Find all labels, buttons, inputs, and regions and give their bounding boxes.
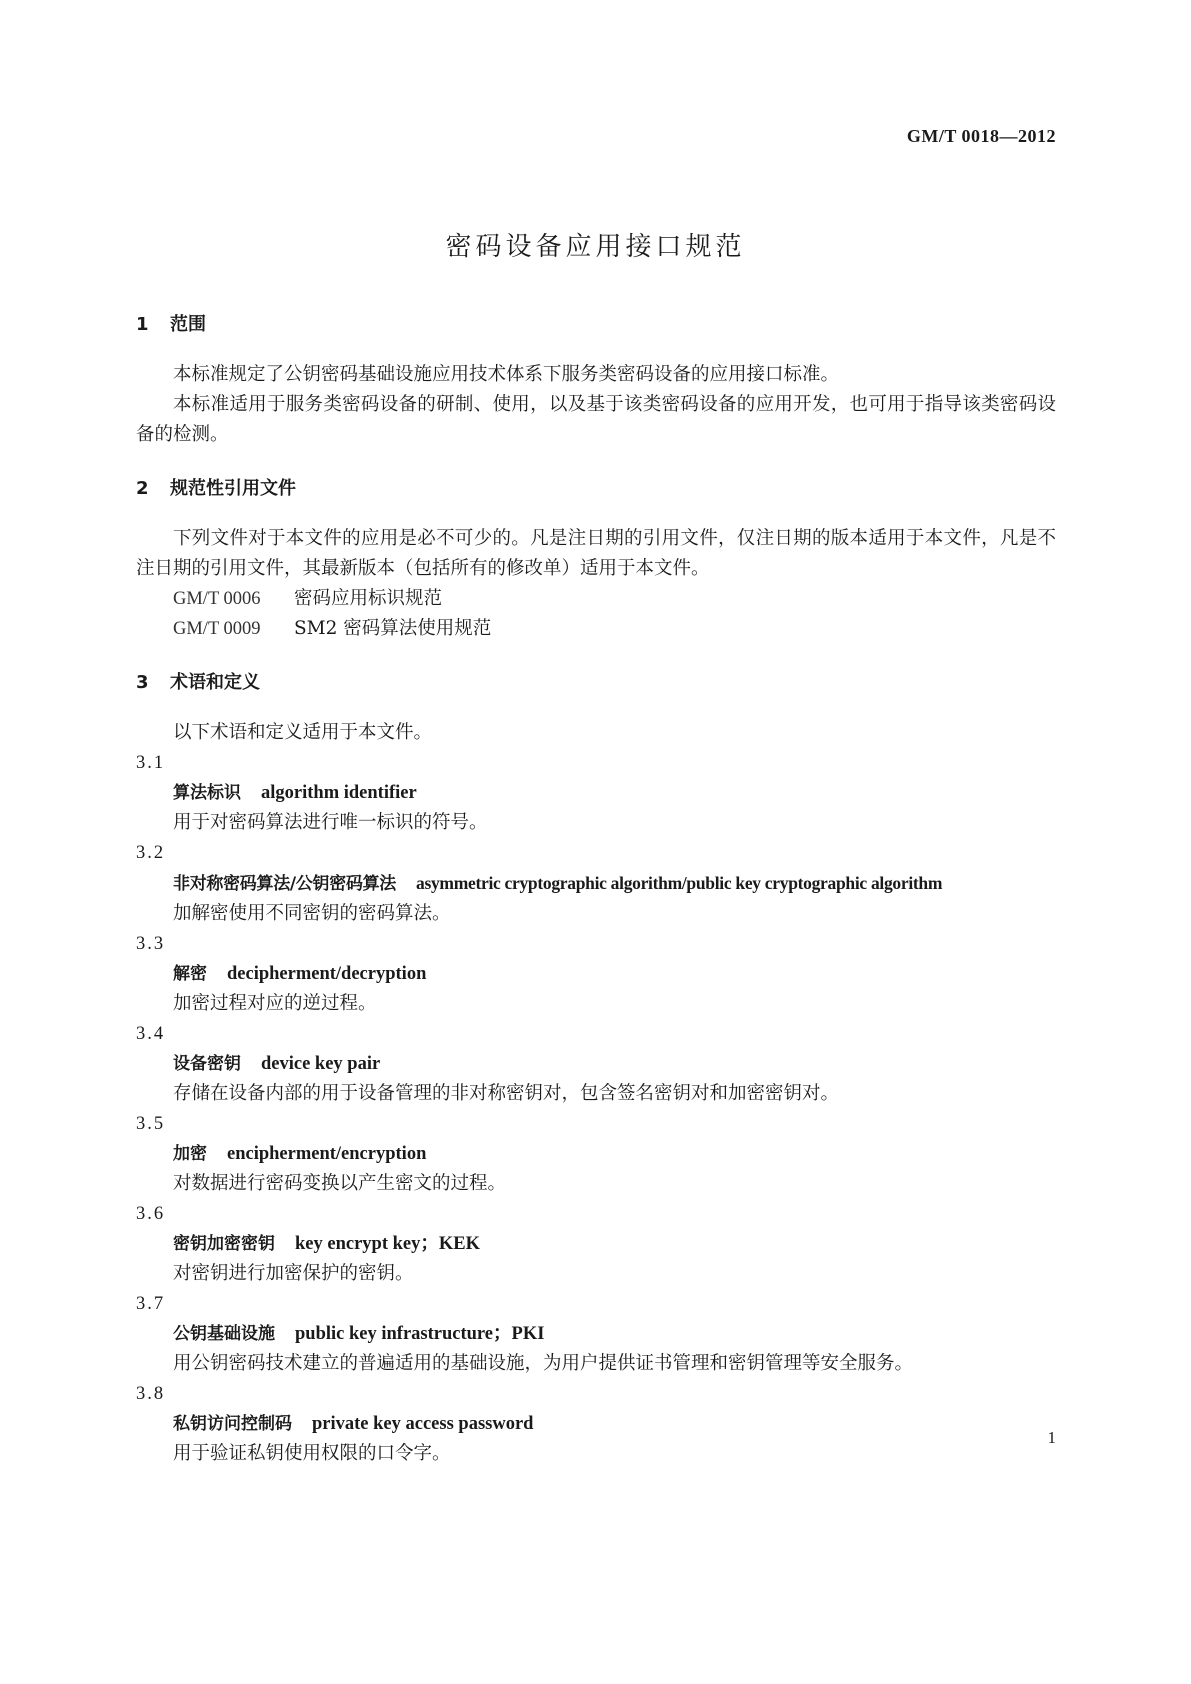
section-number: 2 (136, 478, 149, 499)
term-entry (136, 838, 1056, 929)
term-number: 3.1 (136, 753, 166, 773)
section-title: 术语和定义 (170, 672, 260, 693)
reference-code: GM/T 0006 (173, 589, 261, 609)
term-number: 3.7 (136, 1294, 166, 1314)
term-name (136, 1229, 1056, 1259)
term-name-en: algorithm identifier (261, 783, 417, 803)
term-name-en: asymmetric cryptographic algorithm/public key cryptographic algorithm (416, 873, 943, 893)
term-name-zh: 加密 (173, 1144, 207, 1164)
term-definition: 用公钥密码技术建立的普遍适用的基础设施，为用户提供证书管理和密钥管理等安全服务。 (173, 1353, 914, 1374)
term-name-en: encipherment/encryption (227, 1144, 427, 1164)
term-name-en: key encrypt key；KEK (295, 1234, 480, 1254)
term-entry (136, 1379, 1056, 1469)
term-name-en: private key access password (312, 1414, 534, 1434)
term-name-en: public key infrastructure；PKI (295, 1324, 545, 1344)
term-definition: 用于对密码算法进行唯一标识的符号。 (173, 812, 488, 833)
term-number: 3.5 (136, 1114, 166, 1134)
term-name (136, 1409, 1056, 1439)
document-code: GM/T 0018—2012 (906, 126, 1056, 146)
section-number: 1 (136, 314, 149, 335)
term-number: 3.4 (136, 1024, 166, 1044)
term-name (136, 959, 1056, 989)
paragraph: 下列文件对于本文件的应用是必不可少的。凡是注日期的引用文件，仅注日期的版本适用于本文件，凡是不注日期的引用文件，其最新版本（包括所有的修改单）适用于本文件。 (136, 528, 1056, 579)
term-name-en: decipherment/decryption (227, 964, 427, 984)
term-definition: 对密钥进行加密保护的密钥。 (173, 1263, 414, 1284)
term-entry (136, 1019, 1056, 1109)
term-entry (136, 1199, 1056, 1289)
section-heading-normative-references (136, 474, 1056, 504)
term-name-zh: 算法标识 (173, 783, 241, 803)
term-name-zh: 密钥加密密钥 (173, 1234, 275, 1254)
term-name-zh: 私钥访问控制码 (173, 1414, 292, 1434)
term-name-zh: 非对称密码算法/公钥密码算法 (173, 874, 397, 894)
term-entry (136, 1289, 1056, 1379)
section-heading-scope (136, 310, 1056, 340)
term-definition: 用于验证私钥使用权限的口令字。 (173, 1443, 451, 1464)
term-name-zh: 解密 (173, 964, 207, 984)
term-definition: 对数据进行密码变换以产生密文的过程。 (173, 1173, 507, 1194)
term-name (136, 868, 1056, 899)
reference-title: 密码应用标识规范 (294, 588, 443, 609)
term-name (136, 1319, 1056, 1349)
term-number: 3.2 (136, 843, 166, 863)
reference-title: SM2 密码算法使用规范 (294, 618, 492, 639)
page-number: 1 (1047, 1428, 1056, 1447)
term-number: 3.3 (136, 934, 166, 954)
section-title: 规范性引用文件 (170, 478, 296, 499)
term-entry (136, 748, 1056, 838)
reference-code: GM/T 0009 (173, 619, 261, 639)
reference-item (136, 584, 1056, 614)
term-definition: 存储在设备内部的用于设备管理的非对称密钥对，包含签名密钥对和加密密钥对。 (173, 1083, 840, 1104)
term-number: 3.8 (136, 1384, 166, 1404)
term-entry (136, 1109, 1056, 1199)
reference-item (136, 614, 1056, 644)
paragraph: 以下术语和定义适用于本文件。 (173, 722, 433, 743)
term-definition: 加解密使用不同密钥的密码算法。 (173, 903, 451, 924)
term-name-zh: 公钥基础设施 (173, 1324, 275, 1344)
document-body (136, 310, 1056, 1469)
term-definition: 加密过程对应的逆过程。 (173, 993, 377, 1014)
term-name (136, 778, 1056, 808)
term-name (136, 1049, 1056, 1079)
term-name-zh: 设备密钥 (173, 1054, 241, 1074)
term-name-en: device key pair (261, 1054, 381, 1074)
paragraph: 本标准规定了公钥密码基础设施应用技术体系下服务类密码设备的应用接口标准。 (173, 364, 840, 385)
term-number: 3.6 (136, 1204, 166, 1224)
paragraph: 本标准适用于服务类密码设备的研制、使用，以及基于该类密码设备的应用开发，也可用于指导该类密码设备的检测。 (136, 394, 1056, 445)
section-title: 范围 (170, 314, 206, 335)
section-heading-terms (136, 668, 1056, 698)
document-title: 密码设备应用接口规范 (445, 232, 746, 262)
section-number: 3 (136, 672, 149, 693)
term-name (136, 1139, 1056, 1169)
term-entry (136, 929, 1056, 1019)
